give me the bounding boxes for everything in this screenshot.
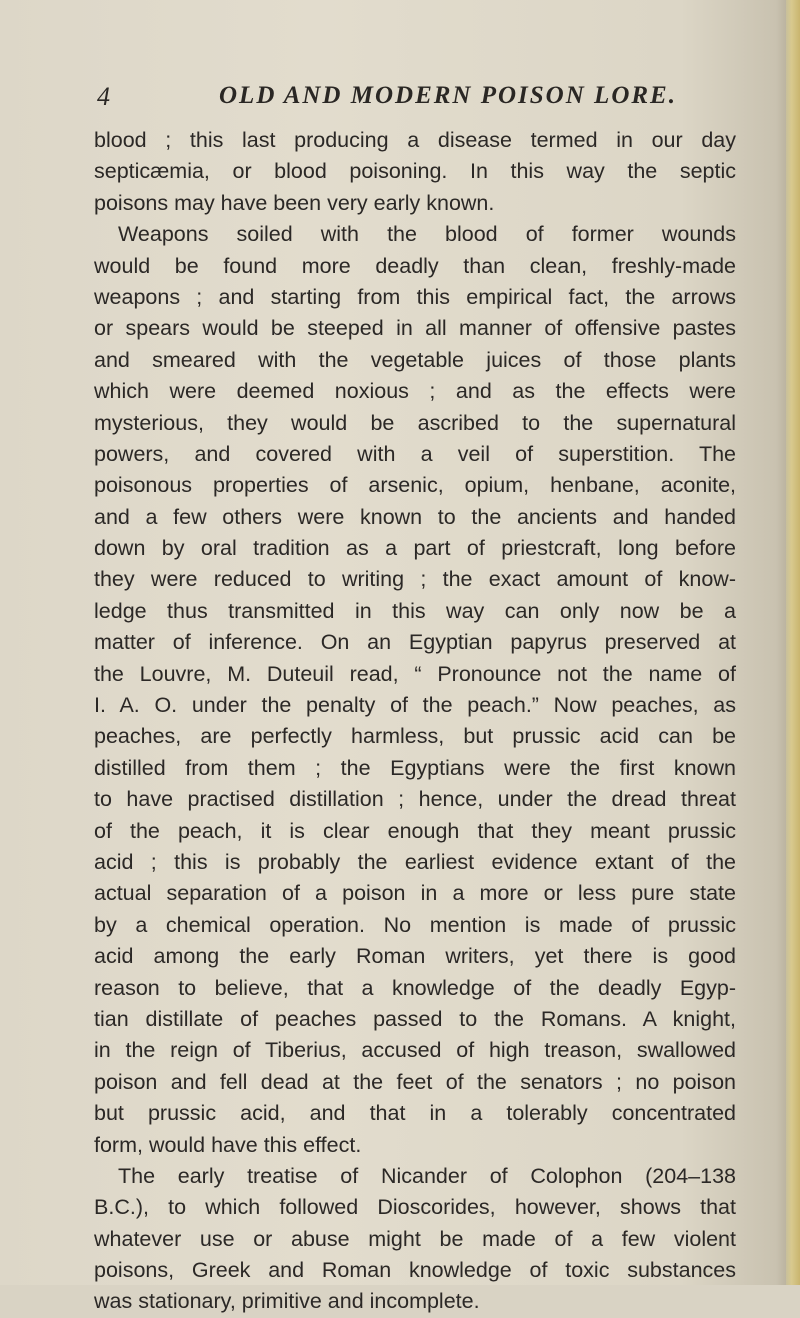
text-line: reason to believe, that a knowledge of the deadly Egyp- bbox=[94, 975, 736, 1000]
text-line: ledge thus transmitted in this way can only now be a bbox=[94, 598, 736, 623]
text-line: matter of inference. On an Egyptian papyrus preserved at bbox=[94, 630, 736, 655]
running-head bbox=[97, 82, 737, 116]
text-line: tian distillate of peaches passed to the Romans. A knight, bbox=[94, 1006, 736, 1031]
text-line: or spears would be steeped in all manner of offensive pastes bbox=[94, 316, 736, 341]
body-text bbox=[94, 125, 736, 1318]
text-line: to have practised distillation ; hence, under the dread threat bbox=[94, 787, 736, 812]
page-number: 4 bbox=[97, 82, 110, 111]
text-line: distilled from them ; the Egyptians were the first known bbox=[94, 755, 736, 780]
text-line: poisons may have been very early known. bbox=[94, 190, 495, 215]
text-line: powers, and covered with a veil of superstition. The bbox=[94, 441, 736, 466]
running-title: OLD AND MODERN POISON LORE. bbox=[219, 82, 677, 109]
text-line: in the reign of Tiberius, accused of high treason, swallowed bbox=[94, 1038, 736, 1063]
text-line: which were deemed noxious ; and as the effects were bbox=[94, 379, 736, 404]
text-line: but prussic acid, and that in a tolerably concentrated bbox=[94, 1101, 736, 1126]
text-line: actual separation of a poison in a more or less pure state bbox=[94, 881, 736, 906]
text-line: form, would have this effect. bbox=[94, 1132, 362, 1157]
text-line: would be found more deadly than clean, freshly-made bbox=[94, 253, 736, 278]
text-line: B.C.), to which followed Dioscorides, however, shows that bbox=[94, 1195, 736, 1220]
text-line: whatever use or abuse might be made of a few violent bbox=[94, 1226, 736, 1251]
text-line: weapons ; and starting from this empirical fact, the arrows bbox=[94, 284, 736, 309]
text-line: poisonous properties of arsenic, opium, henbane, aconite, bbox=[94, 473, 736, 498]
text-line: by a chemical operation. No mention is made of prussic bbox=[94, 912, 736, 937]
text-line: and smeared with the vegetable juices of those plants bbox=[94, 347, 736, 372]
text-line: The early treatise of Nicander of Colophon (204–138 bbox=[118, 1163, 736, 1188]
text-line: Weapons soiled with the blood of former wounds bbox=[118, 222, 736, 247]
text-line: the Louvre, M. Duteuil read, “ Pronounce not the name of bbox=[94, 661, 736, 686]
text-line: I. A. O. under the penalty of the peach.” Now peaches, as bbox=[94, 693, 736, 718]
text-line: down by oral tradition as a part of priestcraft, long before bbox=[94, 536, 736, 561]
page-edge bbox=[786, 0, 800, 1285]
text-line: and a few others were known to the ancients and handed bbox=[94, 504, 736, 529]
text-line: poison and fell dead at the feet of the senators ; no poison bbox=[94, 1069, 736, 1094]
text-line: was stationary, primitive and incomplete. bbox=[94, 1289, 480, 1314]
text-line: acid among the early Roman writers, yet there is good bbox=[94, 944, 736, 969]
text-line: they were reduced to writing ; the exact amount of know- bbox=[94, 567, 736, 592]
text-line: blood ; this last producing a disease termed in our day bbox=[94, 128, 736, 152]
text-line: septicæmia, or blood poisoning. In this way the septic bbox=[94, 159, 736, 184]
text-line: of the peach, it is clear enough that they meant prussic bbox=[94, 818, 736, 843]
text-line: mysterious, they would be ascribed to the supernatural bbox=[94, 410, 736, 435]
text-line: peaches, are perfectly harmless, but prussic acid can be bbox=[94, 724, 736, 749]
text-line: poisons, Greek and Roman knowledge of toxic substances bbox=[94, 1258, 736, 1283]
text-line: acid ; this is probably the earliest evidence extant of the bbox=[94, 849, 736, 874]
